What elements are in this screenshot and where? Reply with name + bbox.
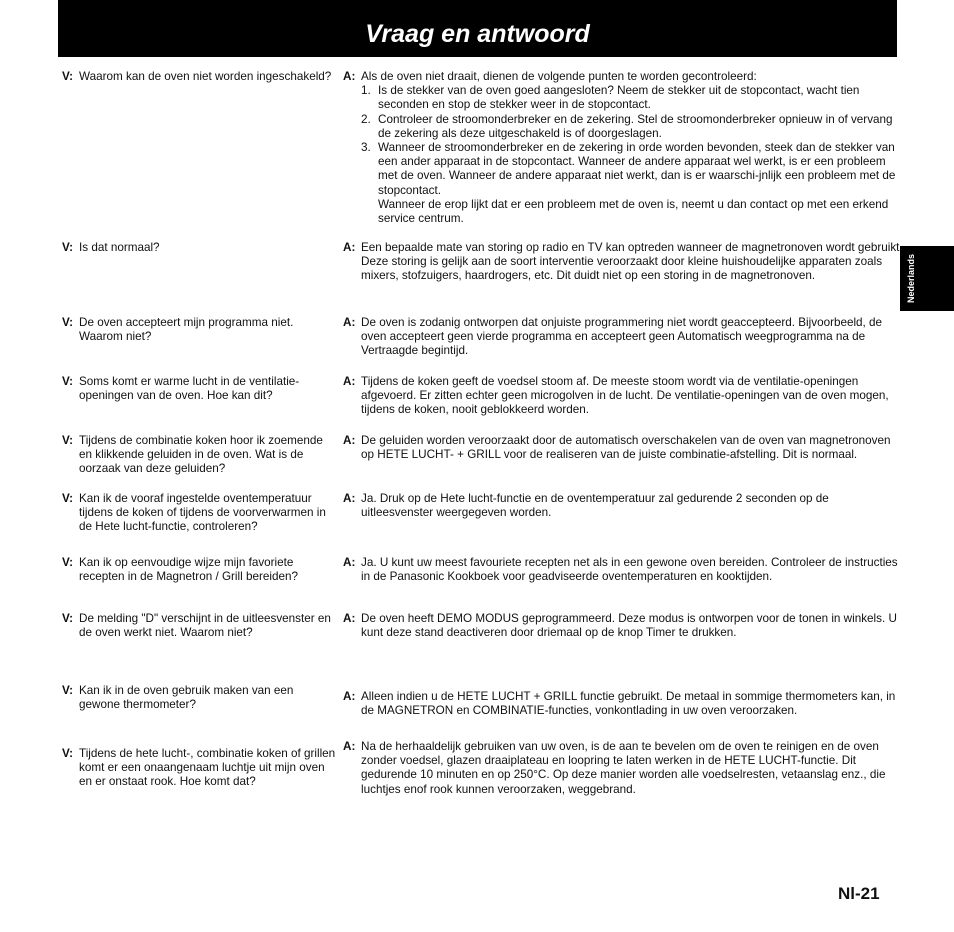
- answer-label: A:: [343, 70, 356, 83]
- language-tab: [900, 246, 954, 311]
- question-text: Kan ik de vooraf ingestelde oventemperatuur tijdens de koken of tijdens de voorverwarmen in de Hete lucht-functie, controleren?: [79, 492, 326, 534]
- question-9: [62, 684, 337, 712]
- question-label: V:: [62, 492, 74, 505]
- answer-text: Na de herhaaldelijk gebruiken van uw oven, is de aan te bevelen om de oven te reinigen en de oven zonder voedsel, glazen draaiplateau en loopring te laten werken in de HETE LUCHT-functie. Dit gedurende 10 minuten en op 250°C. Op deze manier worden alle voedselresten, vetaanslag enz., die luchtjes enof rook kunnen veroorzaken, weggebrand.: [361, 740, 886, 796]
- answer-3: [343, 316, 903, 359]
- answer-checklist: [361, 84, 903, 198]
- question-3: [62, 316, 337, 344]
- answer-4: [343, 375, 903, 418]
- question-6: [62, 492, 337, 535]
- answer-text: Een bepaalde mate van storing op radio en TV kan optreden wanneer de magnetronoven wordt gebruikt. Deze storing is gelijk aan de soort interventie veroorzaakt door kleine huishoudelijke apparaten zoals mixers, stofzuigers, haardrogers, etc. Dit duidt niet op een storing in de magnetronoven.: [361, 241, 903, 283]
- answer-7: [343, 556, 903, 584]
- question-text: Waarom kan de oven niet worden ingeschakeld?: [79, 70, 332, 83]
- answer-text: De geluiden worden veroorzaakt door de automatisch overschakelen van de oven van magnetronoven op HETE LUCHT- + GRILL voor de realiseren van de juiste combinatie-afstelling. Dit is normaal.: [361, 434, 891, 462]
- answer-label: A:: [343, 316, 356, 329]
- answer-10: [343, 740, 903, 797]
- question-label: V:: [62, 70, 74, 83]
- answer-text: De oven heeft DEMO MODUS geprogrammeerd. Deze modus is ontworpen voor de tonen in winkels. U kunt deze stand deactiveren door driemaal op de knop Timer te drukken.: [361, 612, 897, 640]
- title-bar: [58, 0, 897, 57]
- answer-label: A:: [343, 556, 356, 569]
- language-tab-label: Nederlands: [906, 253, 916, 303]
- checklist-item: 1. Is de stekker van de oven goed aangesloten? Neem de stekker uit de stopcontact, wacht tien seconden en stop de stekker weer in de stopcontact.: [361, 84, 860, 112]
- answer-2: [343, 241, 903, 284]
- question-label: V:: [62, 556, 74, 569]
- checklist-item: 3. Wanneer de stroomonderbreker en de zekering in orde worden bevonden, steek dan de stekker van een ander apparaat in de stopcontact. Wanneer de andere apparaat wel werkt, is er een probleem met de oven. Wanneer de andere apparaat niet werkt, dan is er waarschi-jnlijk een probleem met de stopcontact.: [361, 141, 896, 197]
- answer-label: A:: [343, 492, 356, 505]
- answer-1: [343, 70, 903, 226]
- answer-8: [343, 612, 903, 640]
- answer-6: [343, 492, 903, 520]
- question-text: Soms komt er warme lucht in de ventilatie-openingen van de oven. Hoe kan dit?: [79, 375, 300, 403]
- question-text: Tijdens de combinatie koken hoor ik zoemende en klikkende geluiden in de oven. Wat is de oorzaak van deze geluiden?: [79, 434, 323, 476]
- question-label: V:: [62, 612, 74, 625]
- question-7: [62, 556, 337, 584]
- question-2: [62, 241, 337, 255]
- answer-label: A:: [343, 375, 356, 388]
- question-text: Kan ik in de oven gebruik maken van een gewone thermometer?: [79, 684, 294, 712]
- answer-label: A:: [343, 740, 356, 753]
- question-label: V:: [62, 434, 74, 447]
- question-text: Tijdens de hete lucht-, combinatie koken of grillen komt er een onaangenaam luchtje uit mijn oven en er onstaat rook. Hoe komt dat?: [79, 747, 336, 789]
- question-label: V:: [62, 375, 74, 388]
- question-label: V:: [62, 241, 74, 254]
- question-text: De melding "D" verschijnt in de uitleesvenster en de oven werkt niet. Waarom niet?: [79, 612, 331, 640]
- question-label: V:: [62, 684, 74, 697]
- answer-9: [343, 690, 903, 718]
- question-10: [62, 747, 337, 790]
- answer-label: A:: [343, 241, 356, 254]
- question-label: V:: [62, 316, 74, 329]
- page-title: Vraag en antwoord: [365, 20, 590, 48]
- answer-intro: Als de oven niet draait, dienen de volgende punten te worden gecontroleerd:: [361, 70, 757, 83]
- answer-5: [343, 434, 903, 462]
- answer-label: A:: [343, 690, 356, 703]
- answer-note: Wanneer de erop lijkt dat er een probleem met de oven is, neemt u dan contact op met een erkend service centrum.: [378, 197, 889, 226]
- question-4: [62, 375, 337, 403]
- question-text: Kan ik op eenvoudige wijze mijn favoriete recepten in de Magnetron / Grill bereiden?: [79, 556, 298, 584]
- question-text: De oven accepteert mijn programma niet. Waarom niet?: [79, 316, 294, 344]
- answer-text: Ja. U kunt uw meest favouriete recepten net als in een gewone oven bereiden. Controleer de instructies in de Panasonic Kookboek voor geadviseerde oventemperaturen en kooktijden.: [361, 556, 898, 584]
- question-1: [62, 70, 337, 84]
- answer-text: De oven is zodanig ontworpen dat onjuiste programmering niet wordt geaccepteerd. Bijvoorbeeld, de oven accepteert geen vierde programma en accepteert geen Automatisch weegprogramma na de Vertraagde begintijd.: [361, 316, 883, 358]
- question-5: [62, 434, 337, 477]
- answer-label: A:: [343, 434, 356, 447]
- answer-text: Alleen indien u de HETE LUCHT + GRILL functie gebruikt. De metaal in sommige thermometers kan, in de MAGNETRON en COMBINATIE-functies, vonkontlading in uw oven veroorzaken.: [361, 690, 896, 718]
- page-number: Nl-21: [838, 884, 880, 903]
- question-text: Is dat normaal?: [79, 241, 160, 254]
- question-label: V:: [62, 747, 74, 760]
- answer-label: A:: [343, 612, 356, 625]
- answer-text: Ja. Druk op de Hete lucht-functie en de oventemperatuur zal gedurende 2 seconden op de uitleesvenster weergegeven worden.: [361, 492, 829, 520]
- question-8: [62, 612, 337, 640]
- checklist-item: 2. Controleer de stroomonderbreker en de zekering. Stel de stroomonderbreker opnieuw in of vervang de zekering als deze uitgeschakeld is of doorgeslagen.: [361, 112, 893, 140]
- answer-text: Tijdens de koken geeft de voedsel stoom af. De meeste stoom wordt via de ventilatie-openingen afgevoerd. Er zitten echter geen microgolven in de lucht. De ventilatie-openingen van de oven mogen, tijdens de koken, nooit geblokkeerd worden.: [361, 375, 889, 417]
